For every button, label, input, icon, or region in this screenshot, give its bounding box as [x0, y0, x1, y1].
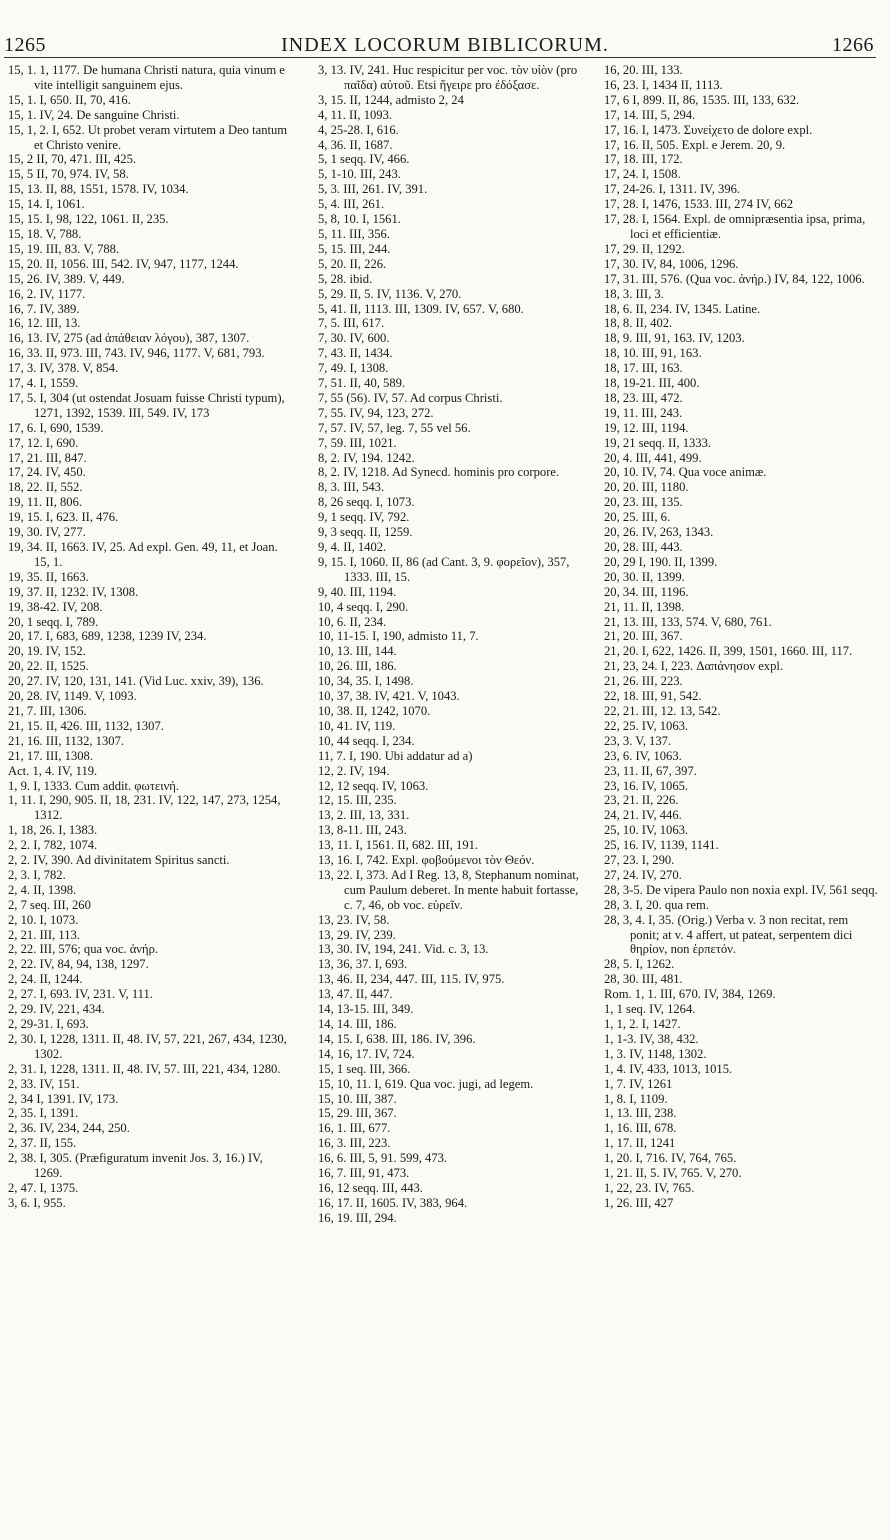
index-entry: 16, 17. II, 1605. IV, 383, 964. [318, 1195, 468, 1210]
index-entry: 2, 36. IV, 234, 244, 250. [8, 1121, 130, 1136]
index-entry: 22, 25. IV, 1063. [604, 718, 689, 733]
index-entry: 20, 1 seqq. I, 789. [8, 614, 99, 629]
index-entry: 15, 2 II, 70, 471. III, 425. [8, 152, 137, 167]
index-entry: 10, 34, 35. I, 1498. [318, 674, 414, 689]
index-entry: 3, 13. IV, 241. Huc respicitur per voc. τὸν υἱὸν (pro παῖδα) αὐτοῦ. Etsi ἤγειρε pro ἐδόξασε. [318, 63, 578, 92]
index-entry: 18, 23. III, 472. [604, 390, 683, 405]
index-entry: 19, 15. I, 623. II, 476. [8, 510, 119, 525]
page-number-left: 1265 [4, 34, 46, 56]
index-entry: 16, 7. III, 91, 473. [318, 1166, 410, 1181]
index-entry: 14, 13-15. III, 349. [318, 1002, 414, 1017]
index-entry: 2, 2. I, 782, 1074. [8, 838, 98, 853]
index-entry: 10, 26. III, 186. [318, 659, 397, 674]
index-entry: 9, 3 seqq. II, 1259. [318, 525, 413, 540]
index-entry: 2, 4. II, 1398. [8, 882, 77, 897]
index-entry: 10, 13. III, 144. [318, 644, 397, 659]
index-entry: 20, 23. III, 135. [604, 495, 683, 510]
index-entry: 16, 1. III, 677. [318, 1121, 391, 1136]
index-entry: 16, 13. IV, 275 (ad ἀπάθειαν λόγου), 387, 1307. [8, 331, 250, 346]
index-entry: 16, 12. III, 13. [8, 316, 81, 331]
index-entry: 21, 13. III, 133, 574. V, 680, 761. [604, 614, 772, 629]
index-entry: 18, 17. III, 163. [604, 361, 683, 376]
index-entry: 17, 6 I, 899. II, 86, 1535. III, 133, 632. [604, 92, 800, 107]
index-column-3 [604, 63, 878, 1211]
index-entry: 3, 6. I, 955. [8, 1195, 66, 1210]
index-entry: 15, 14. I, 1061. [8, 197, 85, 212]
index-entry: 2, 2. IV, 390. Ad divinitatem Spiritus sancti. [8, 853, 230, 868]
index-entry: 13, 16. I, 742. Expl. φοβούμενοι τὸν Θεόν. [318, 853, 535, 868]
index-entry: 2, 37. II, 155. [8, 1136, 77, 1151]
index-entry: 2, 29-31. I, 693. [8, 1017, 89, 1031]
index-entry: 7, 55 (56). IV, 57. Ad corpus Christi. [318, 390, 503, 405]
page-number-right: 1266 [832, 34, 874, 56]
index-entry: 17, 29. II, 1292. [604, 241, 685, 256]
index-entry: 28, 30. III, 481. [604, 972, 683, 987]
index-entry: 24, 21. IV, 446. [604, 808, 682, 823]
index-entry: 7, 5. III, 617. [318, 316, 385, 331]
index-entry: 16, 12 seqq. III, 443. [318, 1180, 423, 1195]
index-entry: 19, 37. II, 1232. IV, 1308. [8, 584, 139, 599]
index-entry: 19, 11. II, 806. [8, 495, 83, 510]
index-entry: 9, 15. I, 1060. II, 86 (ad Cant. 3, 9. φορεῖον), 357, 1333. III, 15. [318, 554, 570, 584]
index-entry: 23, 3. V, 137. [604, 733, 672, 748]
index-entry: 17, 16. II, 505. Expl. e Jerem. 20, 9. [604, 137, 786, 152]
index-entry: 13, 8-11. III, 243. [318, 823, 407, 838]
index-entry: 20, 22. II, 1525. [8, 659, 89, 674]
index-entry: 19, 12. III, 1194. [604, 420, 689, 435]
index-entry: 7, 30. IV, 600. [318, 331, 390, 346]
index-entry: 1, 8. I, 1109. [604, 1091, 668, 1106]
index-entry: 16, 6. III, 5, 91. 599, 473. [318, 1151, 448, 1166]
index-entry: 20, 20. III, 1180. [604, 480, 689, 495]
index-entry: 17, 5. I, 304 (ut ostendat Josuam fuisse Christi typum), 1271, 1392, 1539. III, 549. IV, 173 [8, 390, 285, 420]
index-entry: 2, 31. I, 1228, 1311. II, 48. IV, 57. III, 221, 434, 1280. [8, 1061, 281, 1076]
index-entry: 5, 29. II, 5. IV, 1136. V, 270. [318, 286, 462, 301]
index-entry: 13, 46. II, 234, 447. III, 115. IV, 975. [318, 972, 505, 987]
index-entry: 2, 7 seq. III, 260 [8, 897, 91, 912]
index-entry: 15, 19. III, 83. V, 788. [8, 241, 120, 256]
header-rule [4, 57, 876, 58]
index-entry: 23, 16. IV, 1065. [604, 778, 689, 793]
index-entry: 23, 6. IV, 1063. [604, 748, 682, 763]
index-entry: 21, 7. III, 1306. [8, 703, 87, 718]
index-entry: 8, 2. IV, 1218. Ad Synecd. hominis pro corpore. [318, 465, 560, 480]
index-entry: 8, 26 seqq. I, 1073. [318, 495, 415, 510]
index-entry: 20, 26. IV, 263, 1343. [604, 525, 714, 540]
index-entry: 5, 28. ibid. [318, 271, 373, 286]
index-entry: 22, 21. III, 12. 13, 542. [604, 703, 721, 718]
index-entry: 27, 23. I, 290. [604, 853, 675, 868]
index-entry: 12, 15. III, 235. [318, 793, 397, 808]
index-entry: 4, 25-28. I, 616. [318, 122, 399, 137]
index-entry: 1, 17. II, 1241 [604, 1136, 676, 1151]
index-entry: 5, 8, 10. I, 1561. [318, 212, 401, 227]
index-entry: 1, 13. III, 238. [604, 1106, 677, 1121]
index-entry: 1, 18, 26. I, 1383. [8, 823, 98, 838]
index-entry: 17, 16. I, 1473. Συνείχετο de dolore expl. [604, 122, 813, 137]
index-entry: 8, 2. IV, 194. 1242. [318, 450, 415, 465]
index-entry: 21, 17. III, 1308. [8, 748, 93, 763]
index-entry: 18, 8. II, 402. [604, 316, 673, 331]
index-entry: 2, 35. I, 1391. [8, 1106, 79, 1121]
index-entry: 13, 2. III, 13, 331. [318, 808, 410, 823]
index-entry: 16, 20. III, 133. [604, 63, 683, 77]
page-header [0, 0, 890, 58]
index-entry: 5, 4. III, 261. [318, 197, 385, 212]
index-entry: 13, 36, 37. I, 693. [318, 957, 408, 972]
index-entry: 5, 1 seqq. IV, 466. [318, 152, 410, 167]
index-entry: 17, 12. I, 690. [8, 435, 79, 450]
index-entry: 25, 16. IV, 1139, 1141. [604, 838, 719, 853]
index-entry: 13, 23. IV, 58. [318, 912, 390, 927]
index-entry: 5, 41. II, 1113. III, 1309. IV, 657. V, 680. [318, 301, 524, 316]
index-entry: 15, 1 seq. III, 366. [318, 1061, 411, 1076]
index-entry: 7, 43. II, 1434. [318, 346, 393, 361]
index-entry: 2, 22. III, 576; qua voc. ἀνήρ. [8, 942, 159, 957]
index-entry: 9, 1 seqq. IV, 792. [318, 510, 410, 525]
index-entry: 15, 1. IV, 24. De sanguine Christi. [8, 107, 180, 122]
index-entry: 15, 5 II, 70, 974. IV, 58. [8, 167, 129, 182]
index-entry: 15, 15. I, 98, 122, 1061. II, 235. [8, 212, 169, 227]
index-entry: 4, 11. II, 1093. [318, 107, 393, 122]
index-entry: 2, 30. I, 1228, 1311. II, 48. IV, 57, 221, 267, 434, 1230, 1302. [8, 1031, 287, 1061]
index-entry: 17, 24-26. I, 1311. IV, 396. [604, 182, 741, 197]
index-entry: 2, 21. III, 113. [8, 927, 80, 942]
index-entry: 13, 22. I, 373. Ad I Reg. 13, 8, Stephanum nominat, cum Paulum deberet. In mente habuit fortasse, c. 7, 46, ob voc. εὑρεῖν. [318, 867, 579, 912]
index-entry: 19, 30. IV, 277. [8, 525, 86, 540]
index-entry: 10, 6. II, 234. [318, 614, 387, 629]
index-entry: 2, 24. II, 1244. [8, 972, 83, 987]
index-entry: 5, 3. III, 261. IV, 391. [318, 182, 428, 197]
index-entry: 5, 1-10. III, 243. [318, 167, 401, 182]
index-entry: Rom. 1, 1. III, 670. IV, 384, 1269. [604, 987, 776, 1002]
index-entry: 20, 4. III, 441, 499. [604, 450, 702, 465]
index-entry: 21, 20. I, 622, 1426. II, 399, 1501, 1660. III, 117. [604, 644, 853, 659]
index-entry: 13, 30. IV, 194, 241. Vid. c. 3, 13. [318, 942, 489, 957]
index-entry: 14, 16, 17. IV, 724. [318, 1046, 415, 1061]
index-entry: 10, 4 seqq. I, 290. [318, 599, 409, 614]
index-entry: 16, 7. IV, 389. [8, 301, 80, 316]
index-entry: 17, 30. IV, 84, 1006, 1296. [604, 256, 739, 271]
index-entry: 17, 24. I, 1508. [604, 167, 681, 182]
index-entry: 19, 38-42. IV, 208. [8, 599, 103, 614]
index-entry: 16, 19. III, 294. [318, 1210, 397, 1225]
index-entry: 17, 18. III, 172. [604, 152, 683, 167]
index-entry: 20, 10. IV, 74. Qua voce animæ. [604, 465, 767, 480]
index-entry: 9, 40. III, 1194. [318, 584, 397, 599]
index-entry: 17, 6. I, 690, 1539. [8, 420, 104, 435]
index-entry: 15, 13. II, 88, 1551, 1578. IV, 1034. [8, 182, 189, 197]
index-entry: 21, 23, 24. I, 223. Δαπάνησον expl. [604, 659, 784, 674]
index-entry: 17, 28. I, 1476, 1533. III, 274 IV, 662 [604, 197, 794, 212]
index-entry: 7, 51. II, 40, 589. [318, 376, 406, 391]
index-entry: 2, 29. IV, 221, 434. [8, 1002, 105, 1017]
index-entry: 2, 33. IV, 151. [8, 1076, 80, 1091]
index-entry: 10, 41. IV, 119. [318, 718, 396, 733]
index-entry: 13, 47. II, 447. [318, 987, 393, 1002]
index-entry: 7, 55. IV, 94, 123, 272. [318, 405, 434, 420]
index-entry: 5, 11. III, 356. [318, 226, 390, 241]
index-entry: 2, 10. I, 1073. [8, 912, 79, 927]
index-entry: 17, 31. III, 576. (Qua voc. ἀνήρ.) IV, 84, 122, 1006. [604, 271, 865, 286]
index-entry: 20, 28. III, 443. [604, 540, 683, 554]
index-entry: 17, 28. I, 1564. Expl. de omnipræsentia ipsa, prima, loci et efficientiæ. [604, 212, 866, 241]
index-entry: 20, 29 I, 190. II, 1399. [604, 554, 718, 569]
index-entry: 28, 5. I, 1262. [604, 957, 675, 972]
index-entry: 1, 11. I, 290, 905. II, 18, 231. IV, 122, 147, 273, 1254, 1312. [8, 793, 281, 823]
index-entry: 10, 37, 38. IV, 421. V, 1043. [318, 689, 460, 704]
index-entry: 5, 20. II, 226. [318, 256, 387, 271]
index-entry: 1, 21. II, 5. IV, 765. V, 270. [604, 1166, 742, 1181]
index-entry: 18, 19-21. III, 400. [604, 376, 700, 391]
index-entry: 20, 28. IV, 1149. V, 1093. [8, 689, 137, 704]
index-entry: Act. 1, 4. IV, 119. [8, 763, 98, 778]
index-entry: 15, 26. IV, 389. V, 449. [8, 271, 125, 286]
index-entry: 3, 15. II, 1244, admisto 2, 24 [318, 92, 464, 107]
index-entry: 14, 15. I, 638. III, 186. IV, 396. [318, 1031, 476, 1046]
index-entry: 13, 11. I, 1561. II, 682. III, 191. [318, 838, 479, 853]
index-entry: 19, 35. II, 1663. [8, 569, 89, 584]
index-entry: 12, 12 seqq. IV, 1063. [318, 778, 429, 793]
index-entry: 7, 59. III, 1021. [318, 435, 397, 450]
index-entry: 19, 34. II, 1663. IV, 25. Ad expl. Gen. 49, 11, et Joan. 15, 1. [8, 540, 278, 569]
index-entry: 10, 11-15. I, 190, admisto 11, 7. [318, 629, 479, 644]
index-entry: 18, 22. II, 552. [8, 480, 83, 495]
index-entry: 20, 27. IV, 120, 131, 141. (Vid Luc. xxiv, 39), 136. [8, 674, 264, 689]
index-entry: 28, 3-5. De vipera Paulo non noxia expl. IV, 561 seqq. [604, 882, 878, 897]
index-entry: 17, 3. IV, 378. V, 854. [8, 361, 119, 376]
index-entry: 21, 26. III, 223. [604, 674, 683, 689]
index-entry: 5, 15. III, 244. [318, 241, 391, 256]
index-entry: 22, 18. III, 91, 542. [604, 689, 702, 704]
index-entry: 15, 29. III, 367. [318, 1106, 397, 1121]
index-entry: 18, 3. III, 3. [604, 286, 664, 301]
index-entry: 28, 3, 4. I, 35. (Orig.) Verba v. 3 non recitat, rem ponit; at v. 4 affert, ut pateat, serpentem dici θηρίον, non ἑρπετόν. [604, 912, 853, 957]
index-entry: 20, 19. IV, 152. [8, 644, 86, 659]
index-entry: 15, 10, 11. I, 619. Qua voc. jugi, ad legem. [318, 1076, 534, 1091]
index-entry: 15, 1, 2. I, 652. Ut probet veram virtutem a Deo tantum et Christo venire. [8, 122, 288, 152]
index-entry: 1, 4. IV, 433, 1013, 1015. [604, 1061, 733, 1076]
index-entry: 17, 24. IV, 450. [8, 465, 86, 480]
index-entry: 1, 22, 23. IV, 765. [604, 1180, 695, 1195]
index-entry: 1, 26. III, 427 [604, 1195, 674, 1210]
index-entry: 17, 21. III, 847. [8, 450, 87, 465]
index-entry: 7, 49. I, 1308. [318, 361, 389, 376]
index-entry: 1, 1, 2. I, 1427. [604, 1017, 681, 1031]
index-entry: 15, 1. I, 650. II, 70, 416. [8, 92, 131, 107]
index-entry: 4, 36. II, 1687. [318, 137, 393, 152]
index-entry: 20, 30. II, 1399. [604, 569, 685, 584]
index-entry: 2, 34 I, 1391. IV, 173. [8, 1091, 119, 1106]
index-entry: 15, 10. III, 387. [318, 1091, 397, 1106]
index-entry: 8, 3. III, 543. [318, 480, 385, 495]
index-entry: 15, 20. II, 1056. III, 542. IV, 947, 1177, 1244. [8, 256, 239, 271]
index-entry: 25, 10. IV, 1063. [604, 823, 689, 838]
index-entry: 18, 9. III, 91, 163. IV, 1203. [604, 331, 745, 346]
index-entry: 20, 25. III, 6. [604, 510, 671, 525]
index-entry: 21, 15. II, 426. III, 1132, 1307. [8, 718, 164, 733]
index-entry: 20, 17. I, 683, 689, 1238, 1239 IV, 234. [8, 629, 207, 644]
index-entry: 14, 14. III, 186. [318, 1017, 397, 1031]
index-entry: 27, 24. IV, 270. [604, 867, 682, 882]
index-entry: 15, 1. 1, 1177. De humana Christi natura, quia vinum e vite intelligit sanguinem ejus. [8, 63, 285, 92]
index-entry: 2, 22. IV, 84, 94, 138, 1297. [8, 957, 149, 972]
index-entry: 2, 47. I, 1375. [8, 1180, 79, 1195]
index-entry: 1, 20. I, 716. IV, 764, 765. [604, 1151, 737, 1166]
index-entry: 2, 3. I, 782. [8, 867, 66, 882]
index-entry: 23, 21. II, 226. [604, 793, 679, 808]
index-entry: 1, 1-3. IV, 38, 432. [604, 1031, 699, 1046]
index-entry: 17, 14. III, 5, 294. [604, 107, 696, 122]
index-entry: 15, 18. V, 788. [8, 226, 82, 241]
index-column-2 [318, 63, 586, 1226]
index-entry: 17, 4. I, 1559. [8, 376, 79, 391]
index-entry: 13, 29. IV, 239. [318, 927, 396, 942]
index-entry: 18, 10. III, 91, 163. [604, 346, 702, 361]
index-entry: 21, 16. III, 1132, 1307. [8, 733, 125, 748]
index-entry: 21, 11. II, 1398. [604, 599, 685, 614]
index-entry: 23, 11. II, 67, 397. [604, 763, 697, 778]
index-column-1 [8, 63, 290, 1211]
index-entry: 20, 34. III, 1196. [604, 584, 689, 599]
index-entry: 18, 6. II, 234. IV, 1345. Latine. [604, 301, 761, 316]
index-entry: 16, 33. II, 973. III, 743. IV, 946, 1177. V, 681, 793. [8, 346, 265, 361]
index-entry: 19, 21 seqq. II, 1333. [604, 435, 712, 450]
index-entry: 1, 7. IV, 1261 [604, 1076, 673, 1091]
index-entry: 2, 27. I, 693. IV, 231. V, 111. [8, 987, 153, 1002]
index-entry: 1, 3. IV, 1148, 1302. [604, 1046, 707, 1061]
index-entry: 16, 3. III, 223. [318, 1136, 391, 1151]
index-entry: 16, 23. I, 1434 II, 1113. [604, 77, 723, 92]
index-entry: 11, 7. I, 190. Ubi addatur ad a) [318, 748, 473, 763]
index-entry: 10, 38. II, 1242, 1070. [318, 703, 431, 718]
index-entry: 1, 1 seq. IV, 1264. [604, 1002, 696, 1017]
index-entry: 10, 44 seqq. I, 234. [318, 733, 415, 748]
index-entry: 1, 9. I, 1333. Cum addit. φωτεινή. [8, 778, 180, 793]
index-entry: 7, 57. IV, 57, leg. 7, 55 vel 56. [318, 420, 471, 435]
index-entry: 12, 2. IV, 194. [318, 763, 390, 778]
page-title: INDEX LOCORUM BIBLICORUM. [281, 34, 609, 56]
index-entry: 28, 3. I, 20. qua rem. [604, 897, 709, 912]
index-entry: 16, 2. IV, 1177. [8, 286, 86, 301]
index-entry: 9, 4. II, 1402. [318, 540, 387, 554]
index-entry: 2, 38. I, 305. (Præfiguratum invenit Jos. 3, 16.) IV, 1269. [8, 1151, 263, 1181]
index-entry: 1, 16. III, 678. [604, 1121, 677, 1136]
index-entry: 21, 20. III, 367. [604, 629, 683, 644]
index-entry: 19, 11. III, 243. [604, 405, 683, 420]
